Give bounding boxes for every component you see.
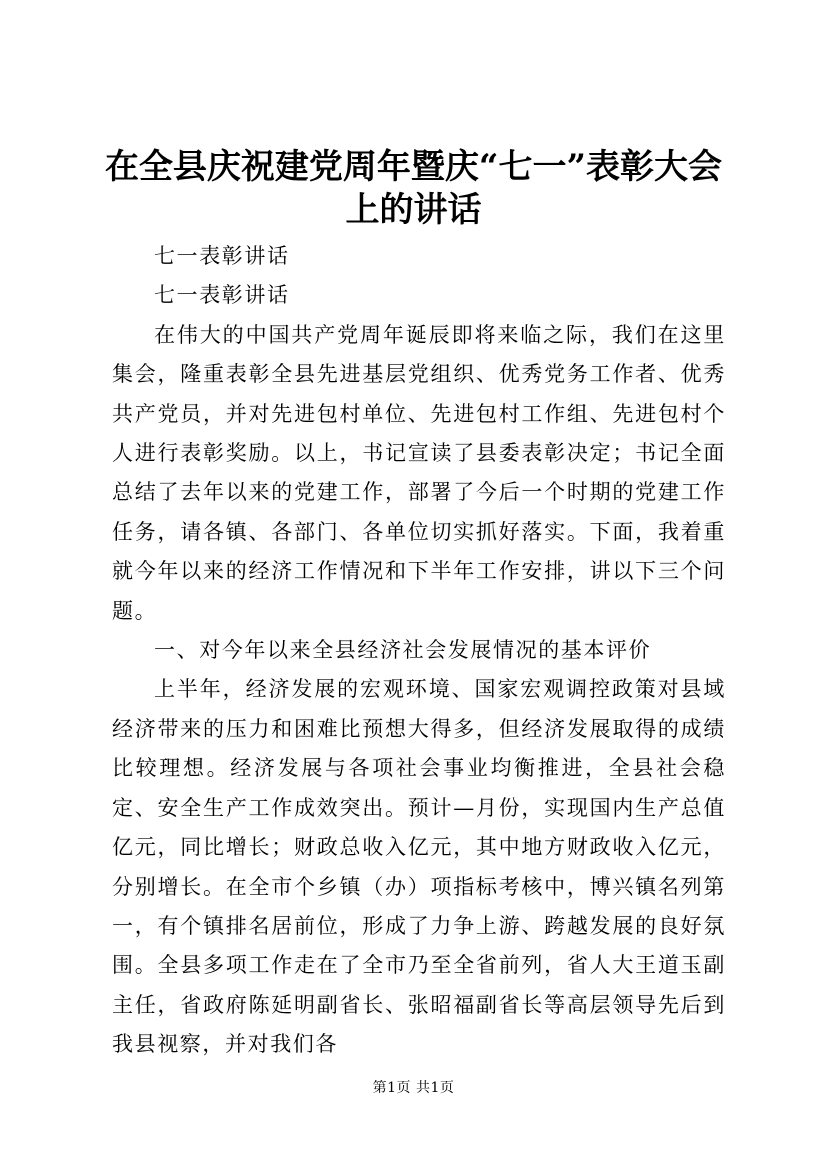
paragraph-subtitle-2: 七一表彰讲话 <box>154 283 290 308</box>
paragraph-section-1: 上半年，经济发展的宏观环境、国家宏观调控政策对县域经济带来的压力和困难比预想大得多，但经济发展取得的成绩比较理想。经济发展与各项社会事业均衡推进，全县社会稳定、安全生产工作成效突出。预计—月份，实现国内生产总值亿元，同比增长；财政总收入亿元，其中地方财政收入亿元，分别增长。在全市个乡镇（办）项指标考核中，博兴镇名列第一，有个镇排名居前位，形成了力争上游、跨越发展的良好氛围。全县多项工作走在了全市乃至全省前列，省人大王道玉副主任，省政府陈延明副省长、张昭福副省长等高层领导先后到我县视察，并对我们各 <box>112 677 726 1057</box>
document-body <box>112 237 726 1065</box>
page-number-footer: 第1页 共1页 <box>372 1080 455 1096</box>
section-heading-1: 一、对今年以来全县经济社会发展情况的基本评价 <box>154 638 652 663</box>
paragraph-subtitle-1: 七一表彰讲话 <box>154 244 290 268</box>
document-title: 在全县庆祝建党周年暨庆“七一”表彰大会上的讲话 <box>104 147 723 230</box>
paragraph-intro: 在伟大的中国共产党周年诞辰即将来临之际，我们在这里集会，隆重表彰全县先进基层党组织、优秀党务工作者、优秀共产党员，并对先进包村单位、先进包村工作组、先进包村个人进行表彰奖励。以上，书记宣读了县委表彰决定；书记全面总结了去年以来的党建工作，部署了今后一个时期的党建工作任务，请各镇、各部门、各单位切实抓好落实。下面，我着重就今年以来的经济工作情况和下半年工作安排，讲以下三个问题。 <box>112 322 726 623</box>
